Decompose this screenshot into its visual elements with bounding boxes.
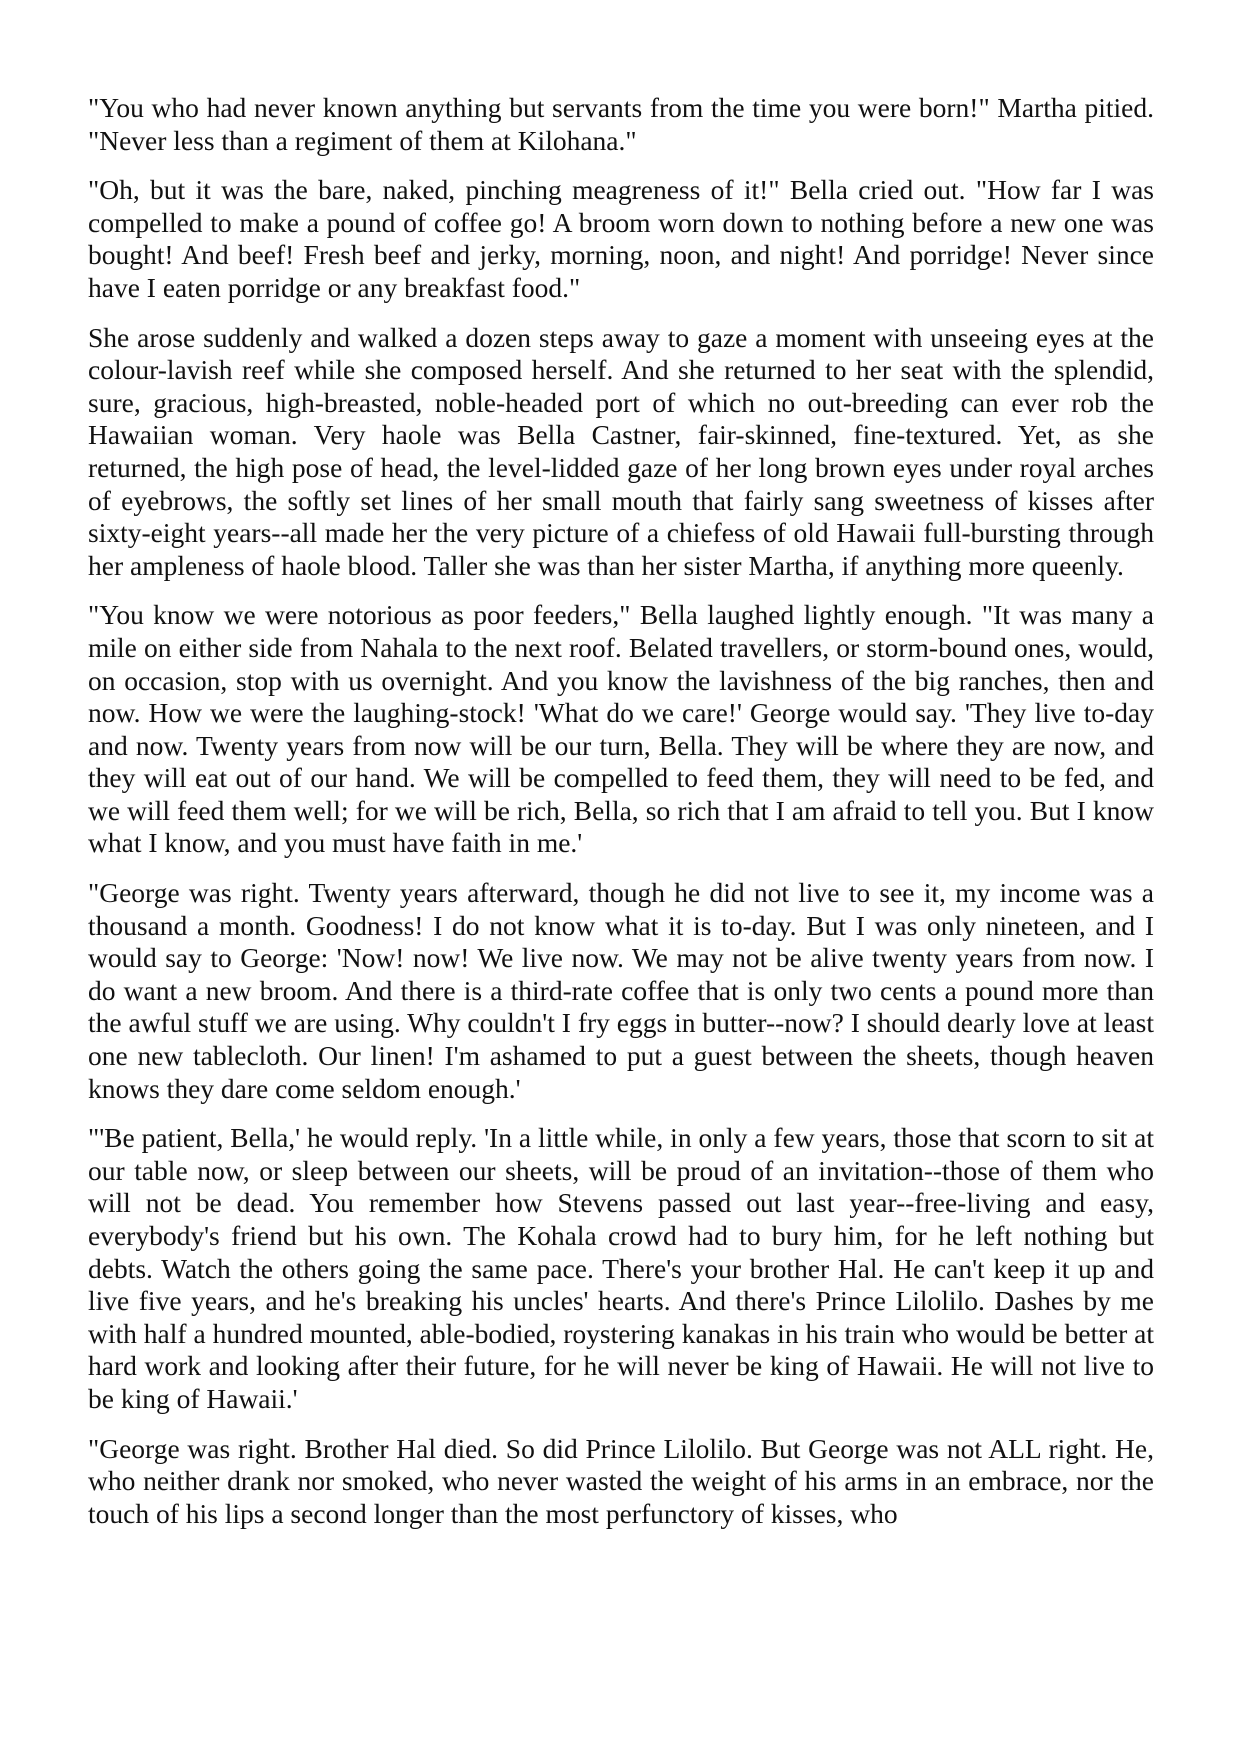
paragraph-5: "George was right. Twenty years afterward, though he did not live to see it, my income was a thousand a month. Goodness! I do not know what it is to-day. But I was only nineteen, and I would say to George: 'Now! now! We live now. We may not be alive twenty years from now. I do want a new broom. And there is a third-rate coffee that is only two cents a pound more than the awful stuff we are using. Why couldn't I fry eggs in butter--now? I should dearly love at least one new tablecloth. Our linen! I'm ashamed to put a guest between the sheets, though heaven knows they dare come seldom enough.'	[88, 877, 1154, 1104]
paragraph-2: "Oh, but it was the bare, naked, pinching meagreness of it!" Bella cried out. "How far I was compelled to make a pound of coffee go! A broom worn down to nothing before a new one was bought! And beef! Fresh beef and jerky, morning, noon, and night! And porridge! Never since have I eaten porridge or any breakfast food."	[88, 174, 1154, 303]
paragraph-4: "You know we were notorious as poor feeders," Bella laughed lightly enough. "It was many a mile on either side from Nahala to the next roof. Belated travellers, or storm-bound ones, would, on occasion, stop with us overnight. And you know the lavishness of the big ranches, then and now. How we were the laughing-stock! 'What do we care!' George would say. 'They live to-day and now. Twenty years from now will be our turn, Bella. They will be where they are now, and they will eat out of our hand. We will be compelled to feed them, they will need to be fed, and we will feed them well; for we will be rich, Bella, so rich that I am afraid to tell you. But I know what I know, and you must have faith in me.'	[88, 599, 1154, 859]
paragraph-3: She arose suddenly and walked a dozen steps away to gaze a moment with unseeing eyes at the colour-lavish reef while she composed herself. And she returned to her seat with the splendid, sure, gracious, high-breasted, noble-headed port of which no out-breeding can ever rob the Hawaiian woman. Very haole was Bella Castner, fair-skinned, fine-textured. Yet, as she returned, the high pose of head, the level-lidded gaze of her long brown eyes under royal arches of eyebrows, the softly set lines of her small mouth that fairly sang sweetness of kisses after sixty-eight years--all made her the very picture of a chiefess of old Hawaii full-bursting through her ampleness of haole blood. Taller she was than her sister Martha, if anything more queenly.	[88, 321, 1154, 581]
document-page	[88, 92, 1154, 1547]
paragraph-7: "George was right. Brother Hal died. So did Prince Lilolilo. But George was not ALL right. He, who neither drank nor smoked, who never wasted the weight of his arms in an embrace, nor the touch of his lips a second longer than the most perfunctory of kisses, who	[88, 1432, 1154, 1529]
paragraph-1: "You who had never known anything but servants from the time you were born!" Martha pitied. "Never less than a regiment of them at Kilohana."	[88, 92, 1154, 156]
paragraph-6: "'Be patient, Bella,' he would reply. 'In a little while, in only a few years, those that scorn to sit at our table now, or sleep between our sheets, will be proud of an invitation--those of them who will not be dead. You remember how Stevens passed out last year--free-living and easy, everybody's friend but his own. The Kohala crowd had to bury him, for he left nothing but debts. Watch the others going the same pace. There's your brother Hal. He can't keep it up and live five years, and he's breaking his uncles' hearts. And there's Prince Lilolilo. Dashes by me with half a hundred mounted, able-bodied, roystering kanakas in his train who would be better at hard work and looking after their future, for he will never be king of Hawaii. He will not live to be king of Hawaii.'	[88, 1122, 1154, 1414]
